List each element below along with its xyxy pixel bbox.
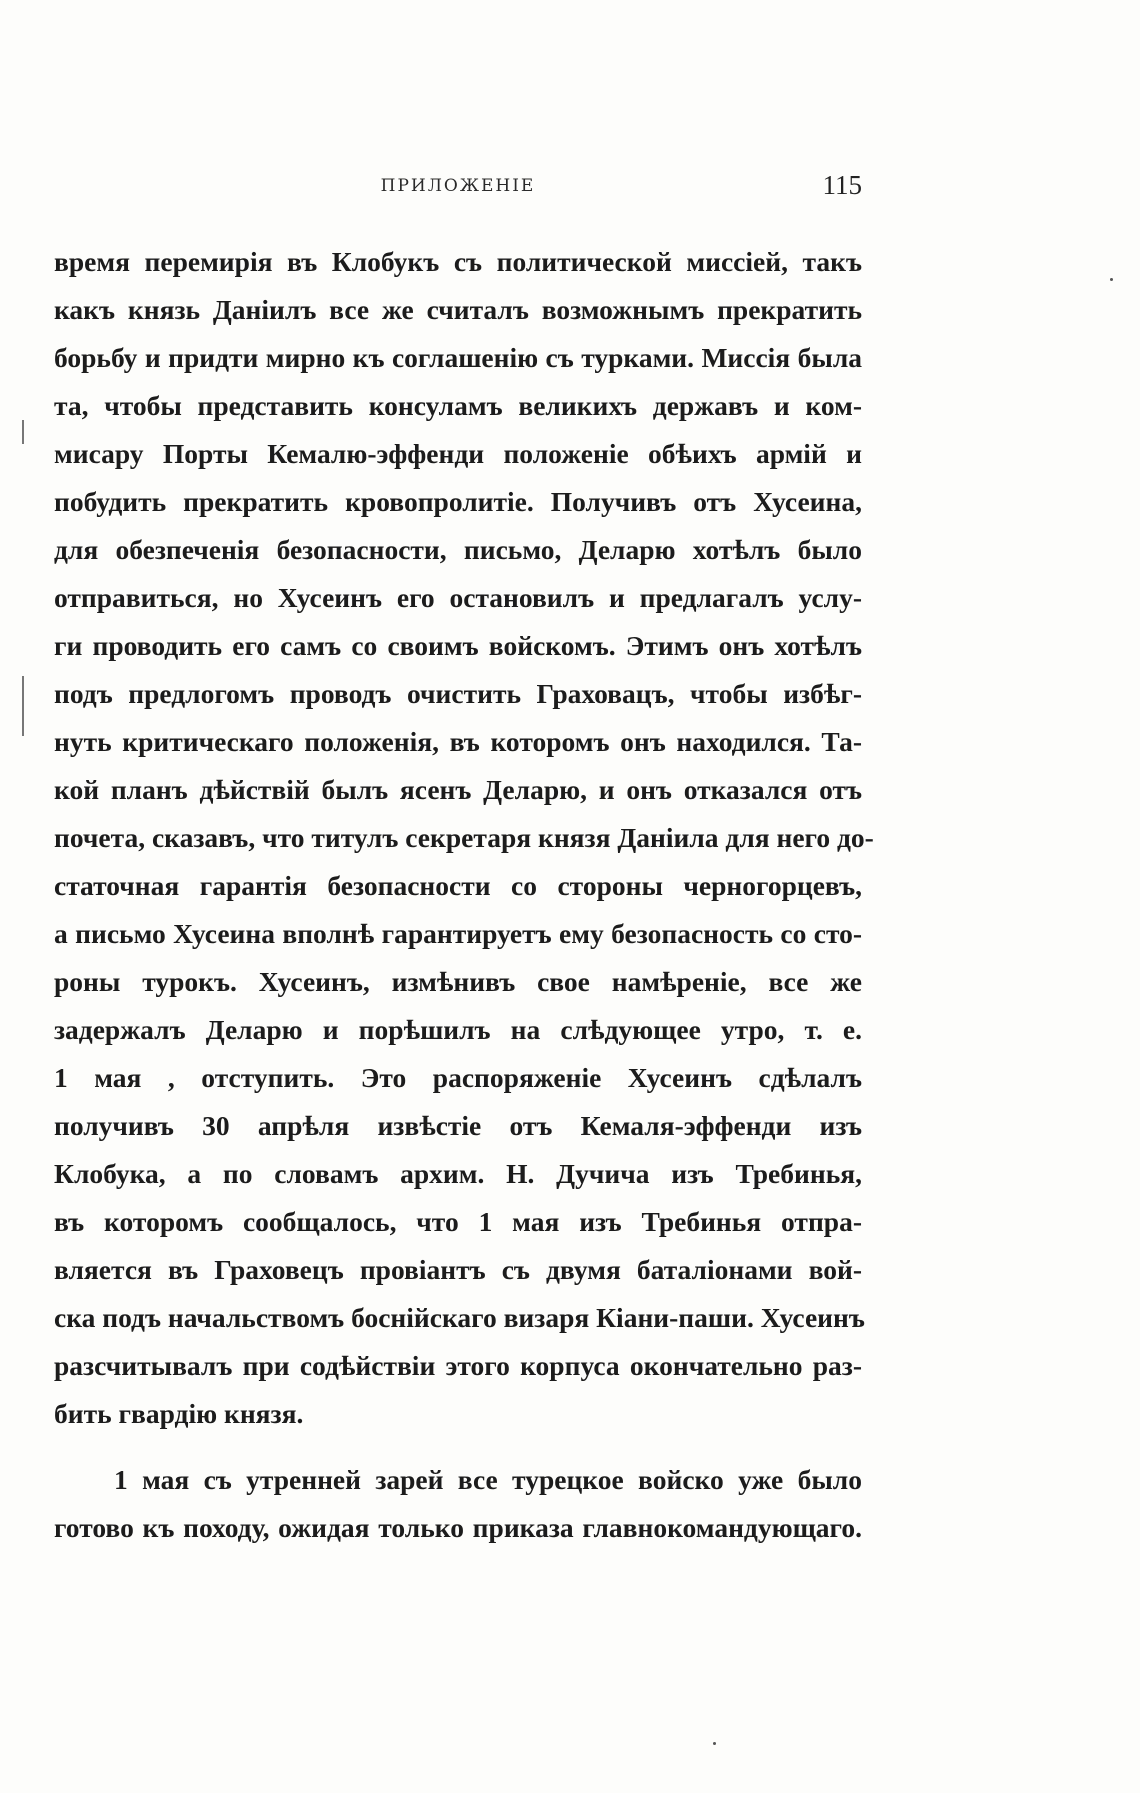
text-line: подъ предлогомъ проводъ очистить Граховацъ, чтобы избѣг-: [54, 678, 862, 709]
paragraph-gap: [54, 1442, 862, 1460]
margin-mark: [22, 420, 24, 444]
text-line: ска подъ начальствомъ боснійскаго визаря Кіани-паши. Хусеинъ: [54, 1302, 865, 1333]
text-line: борьбу и придти мирно къ соглашенію съ турками. Миссія была: [54, 342, 862, 373]
paragraph: [54, 1460, 862, 1556]
text-line: кой планъ дѣйствій былъ ясенъ Деларю, и онъ отказался отъ: [54, 774, 862, 805]
text-line: нуть критическаго положенія, въ которомъ онъ находился. Та-: [54, 726, 862, 757]
text-line: отправиться, но Хусеинъ его остановилъ и предлагалъ услу-: [54, 582, 862, 613]
text-line: для обезпеченія безопасности, письмо, Деларю хотѣлъ было: [54, 534, 862, 565]
margin-mark: [22, 676, 24, 736]
text-line: разсчитывалъ при содѣйствіи этого корпуса окончательно раз-: [54, 1350, 862, 1381]
page-speck: [1110, 278, 1113, 281]
text-line: какъ князь Даніилъ все же считалъ возможнымъ прекратить: [54, 294, 862, 325]
text-line: почета, сказавъ, что титулъ секретаря князя Даніила для него до-: [54, 822, 874, 853]
text-line: время перемирія въ Клобукъ съ политической миссіей, такъ: [54, 246, 862, 277]
page-header: [54, 170, 862, 210]
text-line: задержалъ Деларю и порѣшилъ на слѣдующее утро, т. е.: [54, 1014, 862, 1045]
text-line: Клобука, а по словамъ архим. Н. Дучича изъ Требинья,: [54, 1158, 862, 1189]
text-line: роны турокъ. Хусеинъ, измѣнивъ свое намѣреніе, все же: [54, 966, 862, 997]
text-line: мисару Порты Кемалю-эффенди положеніе обѣихъ армій и: [54, 438, 862, 469]
text-line: ги проводить его самъ со своимъ войскомъ. Этимъ онъ хотѣлъ: [54, 630, 862, 661]
running-title: ПРИЛОЖЕНІЕ: [380, 176, 536, 196]
text-line: а письмо Хусеина вполнѣ гарантируетъ ему безопасность со сто-: [54, 918, 862, 949]
text-line: та, чтобы представить консуламъ великихъ державъ и ком-: [54, 390, 862, 421]
text-line: 1 мая , отступить. Это распоряженіе Хусеинъ сдѣлалъ: [54, 1062, 862, 1093]
text-line: статочная гарантія безопасности со стороны черногорцевъ,: [54, 870, 862, 901]
body-text: [54, 242, 874, 1556]
page-speck: [713, 1742, 716, 1745]
text-line: 1 мая съ утренней зарей все турецкое войско уже было: [114, 1464, 862, 1495]
page-number: 115: [822, 170, 862, 200]
text-line: готово къ походу, ожидая только приказа главнокомандующаго.: [54, 1512, 862, 1543]
text-line: въ которомъ сообщалось, что 1 мая изъ Требинья отпра-: [54, 1206, 862, 1237]
text-line: побудить прекратить кровопролитіе. Получивъ отъ Хусеина,: [54, 486, 862, 517]
paragraph: [54, 242, 874, 1442]
text-line: получивъ 30 апрѣля извѣстіе отъ Кемаля-эффенди изъ: [54, 1110, 862, 1141]
text-line: бить гвардію князя.: [54, 1398, 304, 1429]
text-line: вляется въ Граховецъ провіантъ съ двумя баталіонами вой-: [54, 1254, 862, 1285]
